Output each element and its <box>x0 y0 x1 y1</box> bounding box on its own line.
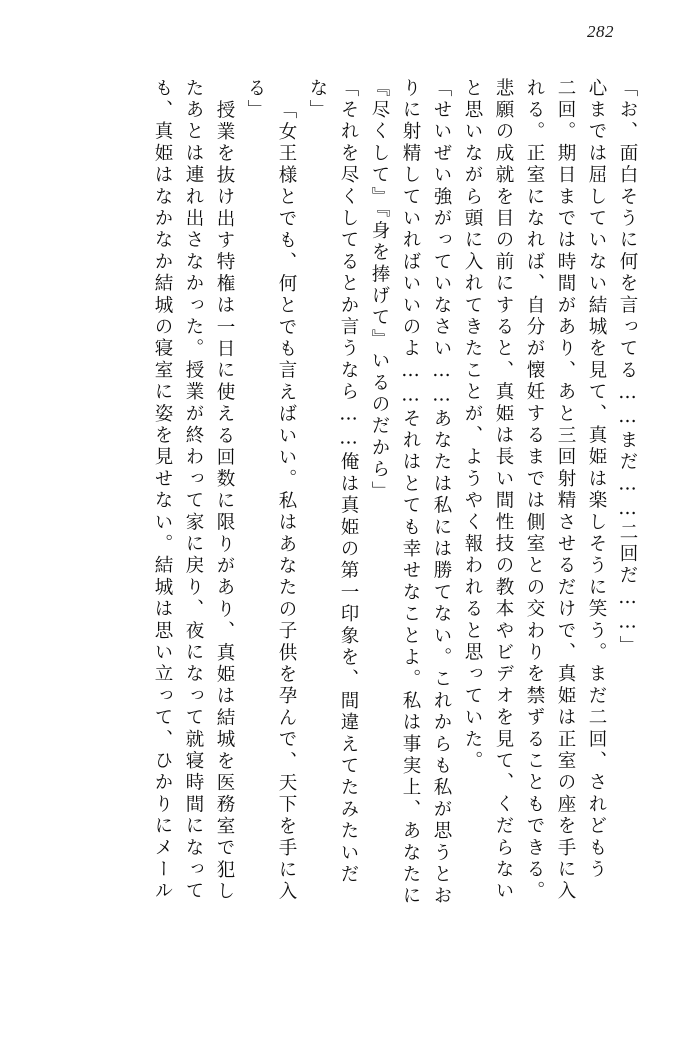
text-line: 二回。期日までは時間があり、あと三回射精させるだけで、真姫は正室の座を手に入 <box>555 78 576 903</box>
text-line: 「お、面白そうに何を言ってる……まだ……二回だ……」 <box>617 78 638 658</box>
text-line: れる。正室になれば、自分が懐妊するまでは側室との交わりを禁ずることもできる。 <box>524 78 545 903</box>
text-line: 心までは屈していない結城を見て、真姫は楽しそうに笑う。まだ二回、されどもう <box>586 78 607 881</box>
text-line: 悲願の成就を目の前にすると、真姫は長い間性技の教本やビデオを見て、くだらない <box>493 78 514 903</box>
text-line: 「それを尽くしてるとか言うなら……俺は真姫の第一印象を、間違えてたみたいだ <box>338 78 359 886</box>
vertical-text-body <box>40 78 636 1008</box>
text-line: も、真姫はなかなか結城の寝室に姿を見せない。結城は思い立って、ひかりにメール <box>152 78 173 903</box>
text-line: 『尽くして』『身を捧げて』いるのだから」 <box>369 78 390 503</box>
text-line: 「女王様とでも、何とでも言えばいい。私はあなたの子供を孕んで、天下を手に入 <box>276 100 297 903</box>
text-line: な」 <box>307 78 328 122</box>
page-number: 282 <box>587 22 614 41</box>
text-line: る」 <box>245 78 266 122</box>
text-line: りに射精していればいいのよ……それはとても幸せなことよ。私は事実上、あなたに <box>400 78 421 908</box>
text-line: たあとは連れ出さなかった。授業が終わって家に戻り、夜になって就寝時間になって <box>183 78 204 903</box>
text-line: と思いながら頭に入れてきたことが、ようやく報われると思っていた。 <box>462 78 483 773</box>
text-line: 「せいぜい強がっていなさい……あなたは私には勝てない。これからも私が思うとお <box>431 78 452 908</box>
text-line: 授業を抜け出す特権は一日に使える回数に限りがあり、真姫は結城を医務室で犯し <box>214 100 235 903</box>
